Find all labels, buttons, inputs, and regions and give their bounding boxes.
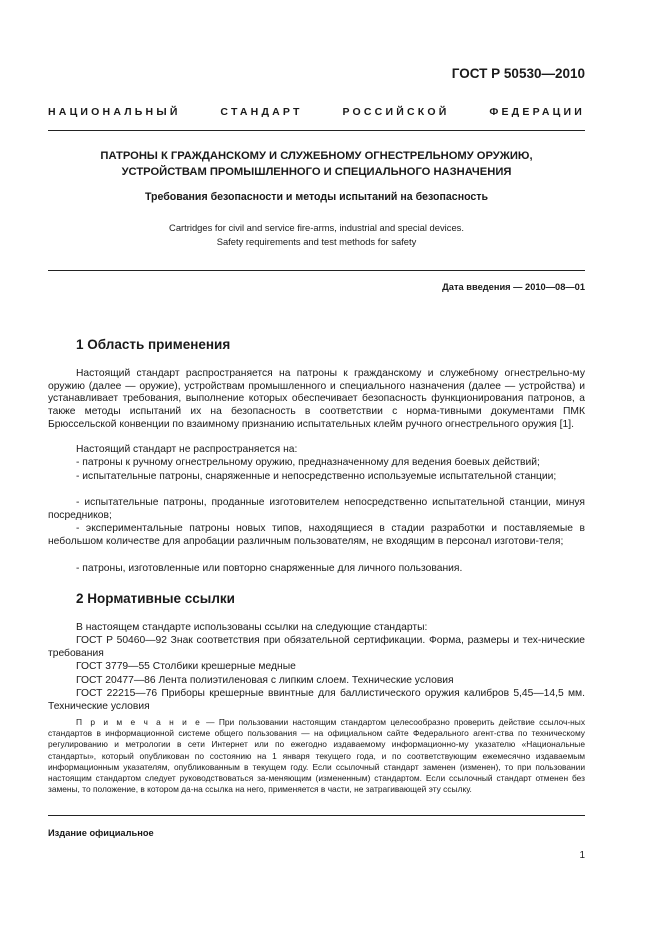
list-item: - экспериментальные патроны новых типов, находящиеся в стадии разработки и поставляемые в небольшом количестве для апробации различным пользователям, не входящим в персонал изготови-теля; — [48, 523, 585, 547]
document-title — [60, 148, 573, 180]
reference-item: ГОСТ 20477—86 Лента полиэтиленовая с липким слоем. Технические условия — [76, 675, 454, 686]
section-2-heading: 2 Нормативные ссылки — [76, 591, 235, 606]
reference-item: ГОСТ Р 50460—92 Знак соответствия при обязательной сертификации. Форма, размеры и тех-нические требования — [48, 635, 585, 659]
title-line-1: ПАТРОНЫ К ГРАЖДАНСКОМУ И СЛУЖЕБНОМУ ОГНЕСТРЕЛЬНОМУ ОРУЖИЮ, — [100, 150, 533, 162]
document-subtitle: Требования безопасности и методы испытаний на безопасность — [144, 191, 489, 203]
document-number: ГОСТ Р 50530—2010 — [451, 66, 585, 81]
introduction-date: Дата введения — 2010—08—01 — [442, 282, 585, 292]
reference-item: ГОСТ 22215—76 Приборы крешерные ввинтные для баллистического оружия калибров 5,45—14,5 мм. Технические условия — [48, 688, 585, 712]
english-title-line-1: Cartridges for civil and service fire-arms, industrial and special devices. — [169, 222, 464, 233]
footer-divider — [48, 815, 585, 816]
reference-item: ГОСТ 3779—55 Столбики крешерные медные — [76, 661, 296, 672]
section-1-exclusions-intro: Настоящий стандарт не распространяется на: — [76, 444, 298, 455]
section-1-paragraph: Настоящий стандарт распространяется на патроны к гражданскому и служебному огнестрельно-му оружию (далее — оружие), устройствам промышленного и специального назначения (далее — устройства) и устанавливает требования, выполнение которых обеспечивает безопасность функционирования патронов, а также методы испытаний их на безопасность в соответствии с норма-тивными документами ПМК Брюссельской конвенции по взаимному признанию испытательных клейм ручного огнестрельного оружия [1]. — [48, 368, 585, 430]
list-item: - испытательные патроны, снаряженные и непосредственно используемые испытательной станции; — [76, 471, 557, 482]
header-divider — [48, 130, 585, 131]
title-divider — [48, 270, 585, 271]
title-line-2: УСТРОЙСТВАМ ПРОМЫШЛЕННОГО И СПЕЦИАЛЬНОГО НАЗНАЧЕНИЯ — [121, 166, 512, 178]
section-1-heading: 1 Область применения — [76, 337, 231, 352]
edition-label: Издание официальное — [48, 828, 154, 838]
section-2-intro: В настоящем стандарте использованы ссылки на следующие стандарты: — [76, 622, 428, 633]
note-label: П р и м е ч а н и е — [76, 717, 202, 727]
list-item: - патроны, изготовленные или повторно снаряженные для личного пользования. — [76, 563, 463, 574]
list-item: - испытательные патроны, проданные изготовителем непосредственно испытательной станции, минуя посредников; — [48, 497, 585, 521]
list-item: - патроны к ручному огнестрельному оружию, предназначенному для ведения боевых действий; — [76, 457, 540, 468]
english-title — [60, 221, 573, 248]
note-text: — При пользовании настоящим стандартом целесообразно проверить действие ссылоч-ных стандартов в информационной системе общего пользования — на официальном сайте Федерального агент-ства по техническому регулированию и метрологии в сети Интернет или по ежегодно издаваемому информационно-му указателю «Национальные стандарты», который опубликован по состоянию на 1 января текущего года, и по соответствующим ежемесячно издаваемым информационным указателям, опубликованным в текущем году. Если ссылочный стандарт заменен (изменен), то при пользовании настоящим стандартом следует руководствоваться за-меняющим (измененным) стандартом. Если ссылочный стандарт отменен без замены, то положение, в котором да-на ссылка на него, применяется в части, не затрагивающей эту ссылку. — [48, 717, 586, 795]
english-title-line-2: Safety requirements and test methods for safety — [216, 235, 417, 247]
note-paragraph — [48, 717, 585, 795]
page-number: 1 — [579, 850, 585, 861]
national-standard-banner: НАЦИОНАЛЬНЫЙ СТАНДАРТ РОССИЙСКОЙ ФЕДЕРАЦИИ — [48, 106, 585, 118]
